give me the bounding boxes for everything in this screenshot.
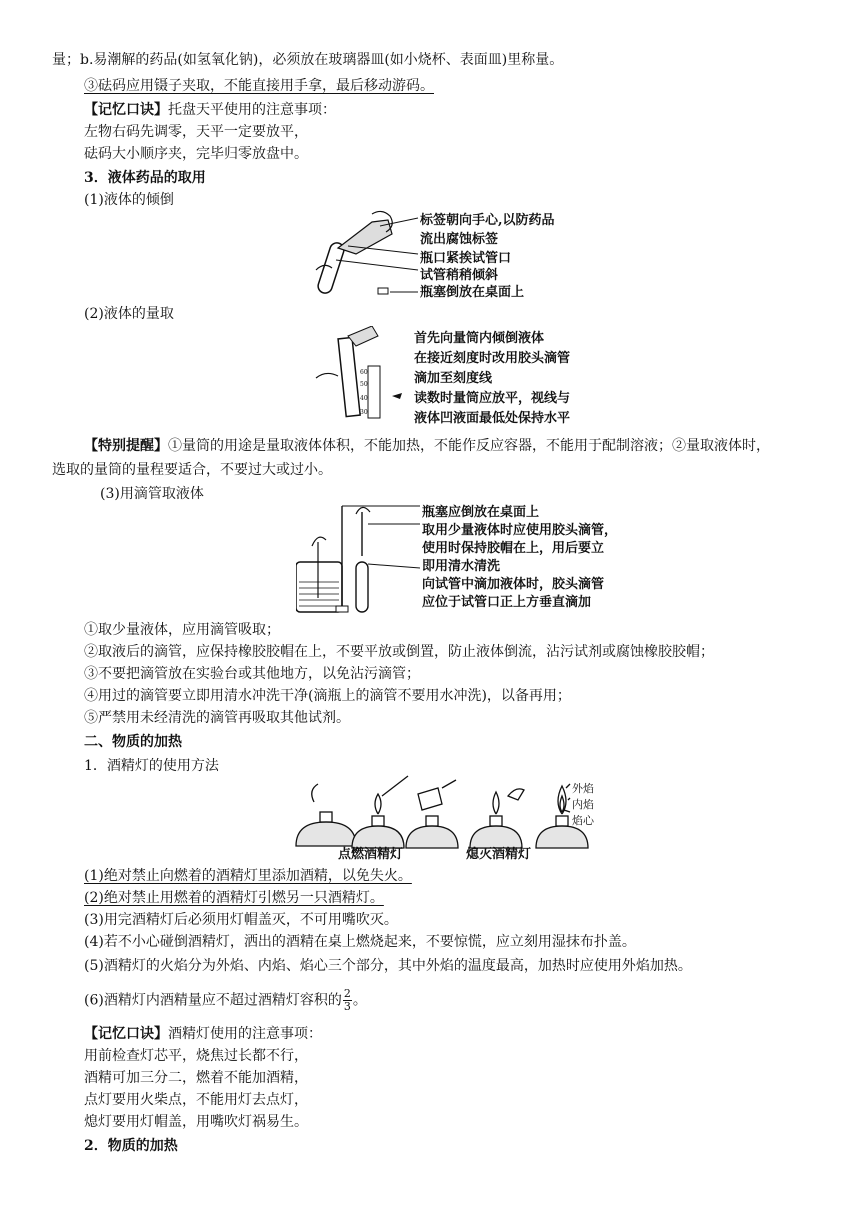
lamp-1 — [296, 784, 356, 846]
pour-caption-5: 瓶塞倒放在桌面上 — [420, 285, 525, 300]
dropper-point-3: ③不要把滴管放在实验台或其他地方，以免沾污滴管； — [84, 666, 420, 682]
fraction-numerator: 2 — [343, 987, 351, 1000]
notice-line-1 — [84, 436, 770, 456]
dropper-point-1: ①取少量液体，应用滴管吸取； — [84, 622, 280, 638]
lamp-mnemonic-1: 用前检查灯芯平，烧焦过长都不行， — [84, 1048, 308, 1064]
rule6-text: (6)酒精灯内酒精量应不超过酒精灯容积的 — [84, 992, 342, 1009]
hand-icon — [356, 507, 370, 514]
dropper-caption-2: 取用少量液体时应使用胶头滴管， — [422, 523, 618, 538]
balance-line-c: ③砝码应用镊子夹取，不能直接用手拿，最后移动游码。 — [84, 78, 434, 94]
balance-mnemonic-1: 左物右码先调零，天平一定要放平， — [84, 124, 308, 140]
lamp-2 — [352, 776, 408, 848]
lamp-mnemonic-head: 【记忆口诀】 — [84, 1026, 168, 1042]
measuring-figure — [312, 326, 414, 420]
dropper-point-4: ④用过的滴管要立即用清水冲洗干净(滴瓶上的滴管不要用水冲洗)，以备再用； — [84, 688, 571, 704]
lamp-rule-2: (2)绝对禁止用燃着的酒精灯引燃另一只酒精灯。 — [84, 890, 384, 906]
dropping-bottle — [296, 562, 342, 612]
cylinder-scale — [368, 366, 380, 418]
pour-caption-4: 试管稍稍倾斜 — [420, 268, 499, 283]
section-liquid: 3．液体药品的取用 — [84, 170, 206, 186]
heating-heading: 二、物质的加热 — [84, 734, 182, 750]
mnemonic-head: 【记忆口诀】 — [84, 102, 168, 118]
balance-mnemonic — [84, 100, 336, 120]
dropper-point-2: ②取液后的滴管，应保持橡胶胶帽在上，不要平放或倒置，防止液体倒流，沾污试剂或腐蚀橡胶胶帽； — [84, 644, 714, 660]
lamp-mnemonic-2: 酒精可加三分二，燃着不能加酒精， — [84, 1070, 308, 1086]
tick-40: 40 — [360, 395, 368, 402]
hand-icon — [312, 537, 326, 546]
alcohol-lamp-figure — [292, 774, 596, 856]
measure-caption-3: 滴加至刻度线 — [414, 371, 493, 386]
measure-caption-2: 在接近刻度时改用胶头滴管 — [414, 351, 571, 366]
dropper-figure — [296, 502, 420, 614]
label-light-lamp: 点燃酒精灯 — [338, 847, 404, 862]
flame-label-inner: 内焰 — [572, 798, 594, 811]
test-tube — [356, 562, 368, 612]
pour-caption-2: 流出腐蚀标签 — [420, 232, 499, 247]
lamp-rule-5: (5)酒精灯的火焰分为外焰、内焰、焰心三个部分，其中外焰的温度最高，加热时应使用外焰加热。 — [84, 958, 692, 974]
lamp-3 — [406, 780, 458, 848]
dropper-caption-4: 即用清水清洗 — [422, 559, 501, 574]
measure-caption-4: 读数时量筒应放平，视线与 — [414, 391, 571, 406]
lamp-mnemonic-3: 点灯要用火柴点，不能用灯去点灯， — [84, 1092, 308, 1108]
measuring-cylinder — [338, 337, 360, 416]
stopper-icon — [378, 288, 388, 294]
lamp-rule-3: (3)用完酒精灯后必须用灯帽盖灭，不可用嘴吹灭。 — [84, 912, 398, 928]
lamp-mnemonic — [84, 1024, 322, 1044]
pour-title: (1)液体的倾倒 — [84, 192, 174, 208]
fraction-two-thirds — [343, 988, 352, 1013]
label-extinguish-lamp: 熄灭酒精灯 — [466, 847, 532, 862]
notice-text: ①量筒的用途是量取液体体积，不能加热，不能作反应容器，不能用于配制溶液；②量取液体时， — [168, 438, 770, 454]
dropper-caption-6: 应位于试管口正上方垂直滴加 — [422, 595, 592, 610]
dropper-point-5: ⑤严禁用未经清洗的滴管再吸取其他试剂。 — [84, 710, 350, 726]
mnemonic-title: 托盘天平使用的注意事项： — [168, 102, 336, 118]
dropper-caption-5: 向试管中滴加液体时，胶头滴管 — [422, 577, 605, 592]
eye-icon — [392, 393, 402, 399]
flame-label-outer: 外焰 — [572, 782, 594, 795]
measure-caption-1: 首先向量筒内倾倒液体 — [414, 331, 545, 346]
stopper-icon — [336, 606, 348, 612]
lamp-rule-1: (1)绝对禁止向燃着的酒精灯里添加酒精，以免失火。 — [84, 868, 412, 884]
substance-heating-title: 2．物质的加热 — [84, 1138, 178, 1154]
balance-line-b: 量；b.易潮解的药品(如氢氧化钠)，必须放在玻璃器皿(如小烧杯、表面皿)里称量。 — [52, 52, 564, 68]
tick-30: 30 — [360, 409, 368, 416]
lamp-mnemonic-title: 酒精灯使用的注意事项： — [168, 1026, 322, 1042]
notice-head: 【特别提醒】 — [84, 438, 168, 454]
lamp-4 — [470, 789, 524, 848]
pour-caption-1: 标签朝向手心,以防药品 — [420, 213, 555, 228]
rule6-end: 。 — [352, 992, 367, 1009]
measure-title: (2)液体的量取 — [84, 306, 174, 322]
flame-label-core: 焰心 — [572, 814, 594, 827]
leader-line — [336, 260, 418, 270]
dropper-caption-1: 瓶塞应倒放在桌面上 — [422, 505, 540, 520]
lamp-title: 1．酒精灯的使用方法 — [84, 758, 219, 774]
tick-60: 60 — [360, 369, 368, 376]
fraction-denominator: 3 — [343, 1000, 351, 1013]
pouring-figure — [312, 208, 420, 304]
lamp-mnemonic-4: 熄灯要用灯帽盖，用嘴吹灯祸易生。 — [84, 1114, 308, 1130]
dropper-title: (3)用滴管取液体 — [100, 486, 204, 502]
balance-mnemonic-2: 砝码大小顺序夹，完毕归零放盘中。 — [84, 146, 308, 162]
notice-line-2: 选取的量筒的量程要适合，不要过大或过小。 — [52, 462, 332, 478]
dropper-caption-3: 使用时保持胶帽在上，用后要立 — [422, 541, 605, 556]
tick-50: 50 — [360, 381, 368, 388]
hand-icon — [316, 373, 338, 378]
pour-caption-3: 瓶口紧挨试管口 — [420, 251, 512, 266]
measure-caption-5: 液体凹液面最低处保持水平 — [414, 411, 571, 426]
lamp-rule-4: (4)若不小心碰倒酒精灯，洒出的酒精在桌上燃烧起来，不要惊慌，应立刻用湿抹布扑盖。 — [84, 934, 636, 950]
lamp-rule-6 — [84, 988, 367, 1013]
leader-line — [368, 564, 420, 568]
